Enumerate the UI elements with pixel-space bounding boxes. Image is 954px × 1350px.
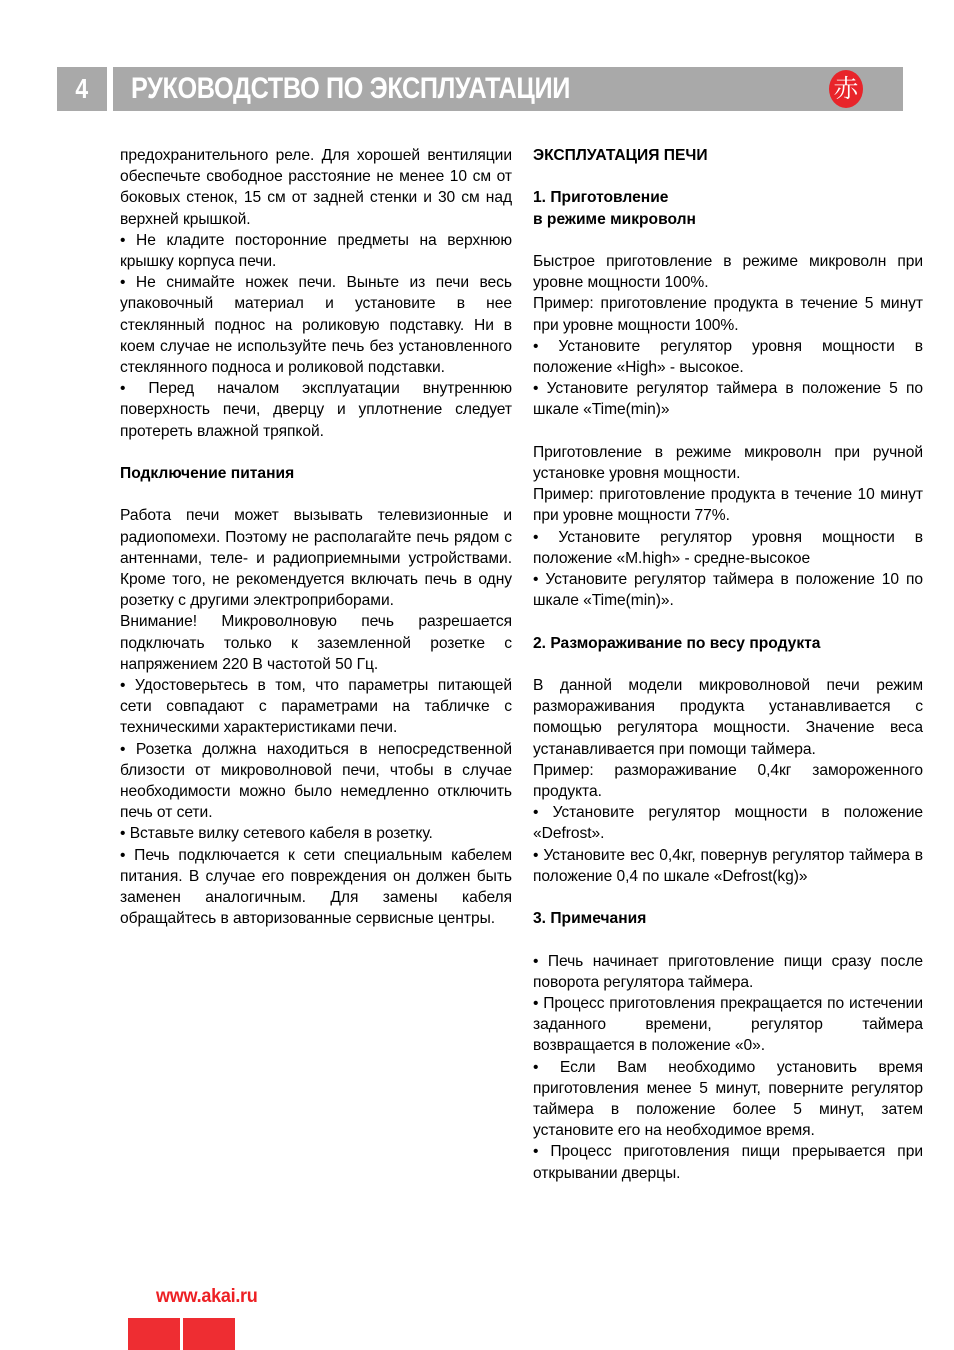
- body-paragraph: Приготовление в режиме микроволн при ручной установке уровня мощности.: [533, 443, 923, 482]
- body-paragraph: • Установите регулятор уровня мощности в положение «High» - высокое.: [533, 337, 923, 376]
- akai-logo: [829, 70, 863, 108]
- section-heading: 2. Размораживание по весу продукта: [533, 634, 821, 652]
- section-heading: Подключение питания: [120, 465, 295, 483]
- page-footer: [0, 1286, 954, 1350]
- body-paragraph: • Процесс приготовления пищи прерывается при открывании дверцы.: [533, 1143, 923, 1182]
- paragraph-spacer: [533, 421, 923, 442]
- paragraph-spacer: [533, 929, 923, 950]
- page-number: 4: [75, 73, 89, 104]
- body-paragraph: В данной модели микроволновой печи режим размораживания продукта устанавливается с помощью регулятора мощности. Значение веса устанавливается при помощи таймера.: [533, 677, 923, 758]
- paragraph-spacer: [533, 887, 923, 908]
- body-paragraph: • Печь подключается к сети специальным кабелем питания. В случае его повреждения он должен быть заменен аналогичным. Для замены кабеля обращайтесь в авторизованные сервисные центры.: [120, 846, 512, 928]
- page-number-box: [57, 67, 107, 111]
- body-paragraph: предохранительного реле. Для хорошей вентиляции обеспечьте свободное расстояние не менее 10 см от боковых стенок, 15 см от задней стенки и 30 см над верхней крышкой.: [120, 147, 512, 228]
- header-title-bar: [113, 67, 903, 111]
- body-paragraph: Внимание! Микроволновую печь разрешается подключать только к заземленной розетке с напряжением 220 В частотой 50 Гц.: [120, 613, 512, 673]
- body-paragraph: • Установите регулятор мощности в положение «Defrost».: [533, 804, 923, 843]
- body-paragraph: • Розетка должна находиться в непосредственной близости от микроволновой печи, чтобы в случае необходимости можно было немедленно отключить печь от сети.: [120, 740, 512, 822]
- paragraph-spacer: [533, 654, 923, 675]
- page-title: РУКОВОДСТВО ПО ЭКСПЛУАТАЦИИ: [131, 72, 571, 105]
- kanji-aka-icon: 赤: [833, 74, 859, 103]
- body-paragraph: • Перед началом эксплуатации внутреннюю поверхность печи, дверцу и уплотнение следует протереть влажной тряпкой.: [120, 380, 512, 440]
- body-paragraph: • Не снимайте ножек печи. Выньте из печи весь упаковочный материал и установите в нее стеклянный поднос на роликовую подставку. Ни в коем случае не используйте печь без установленного стеклянного подноса и роликовой подставки.: [120, 274, 512, 377]
- footer-block-1: [128, 1318, 180, 1350]
- body-paragraph: • Установите регулятор уровня мощности в положение «M.high» - средне-высокое: [533, 528, 923, 567]
- page-header: [57, 67, 903, 111]
- body-paragraph: • Удостоверьтесь в том, что параметры питающей сети совпадают с параметрами на табличке с техническими характеристиками печи.: [120, 677, 512, 737]
- body-paragraph: • Процесс приготовления прекращается по истечении заданного времени, регулятор таймера возвращается в положение «0».: [533, 995, 923, 1055]
- section-heading: в режиме микроволн: [533, 210, 696, 228]
- body-paragraph: Пример: приготовление продукта в течение 10 минут при уровне мощности 77%.: [533, 486, 923, 525]
- body-paragraph: • Не кладите посторонние предметы на верхнюю крышку корпуса печи.: [120, 231, 512, 271]
- body-paragraph: • Установите регулятор таймера в положение 5 по шкале «Time(min)»: [533, 380, 923, 419]
- footer-color-blocks: [128, 1318, 235, 1350]
- section-heading: ЭКСПЛУАТАЦИЯ ПЕЧИ: [533, 147, 708, 164]
- body-paragraph: • Если Вам необходимо установить время приготовления менее 5 минут, поверните регулятор таймера в положение более 5 минут, затем установите его на необходимое время.: [533, 1058, 923, 1140]
- body-paragraph: • Печь начинает приготовление пищи сразу после поворота регулятора таймера.: [533, 952, 923, 991]
- paragraph-spacer: [533, 166, 923, 187]
- right-column: [533, 145, 923, 1184]
- paragraph-spacer: [533, 611, 923, 632]
- body-paragraph: • Установите вес 0,4кг, повернув регулятор таймера в положение 0,4 по шкале «Defrost(kg)»: [533, 846, 923, 885]
- body-paragraph: • Вставьте вилку сетевого кабеля в розетку.: [120, 825, 433, 843]
- body-paragraph: Пример: приготовление продукта в течение 5 минут при уровне мощности 100%.: [533, 295, 923, 334]
- paragraph-spacer: [120, 442, 512, 463]
- body-paragraph: • Установите регулятор таймера в положение 10 по шкале «Time(min)».: [533, 571, 923, 610]
- paragraph-spacer: [533, 230, 923, 251]
- section-heading: 3. Примечания: [533, 910, 647, 928]
- left-column: [120, 145, 512, 929]
- body-paragraph: Работа печи может вызывать телевизионные и радиопомехи. Поэтому не располагайте печь рядом с антеннами, теле- и радиоприемными устройствами. Кроме того, не рекомендуется включать печь в одну розетку с другими электроприборами.: [120, 507, 512, 610]
- paragraph-spacer: [120, 484, 512, 505]
- body-paragraph: Быстрое приготовление в режиме микроволн при уровне мощности 100%.: [533, 252, 923, 292]
- section-heading: 1. Приготовление: [533, 189, 669, 207]
- body-paragraph: Пример: размораживание 0,4кг замороженного продукта.: [533, 761, 923, 801]
- footer-block-2: [183, 1318, 235, 1350]
- website-url[interactable]: www.akai.ru: [156, 1286, 258, 1307]
